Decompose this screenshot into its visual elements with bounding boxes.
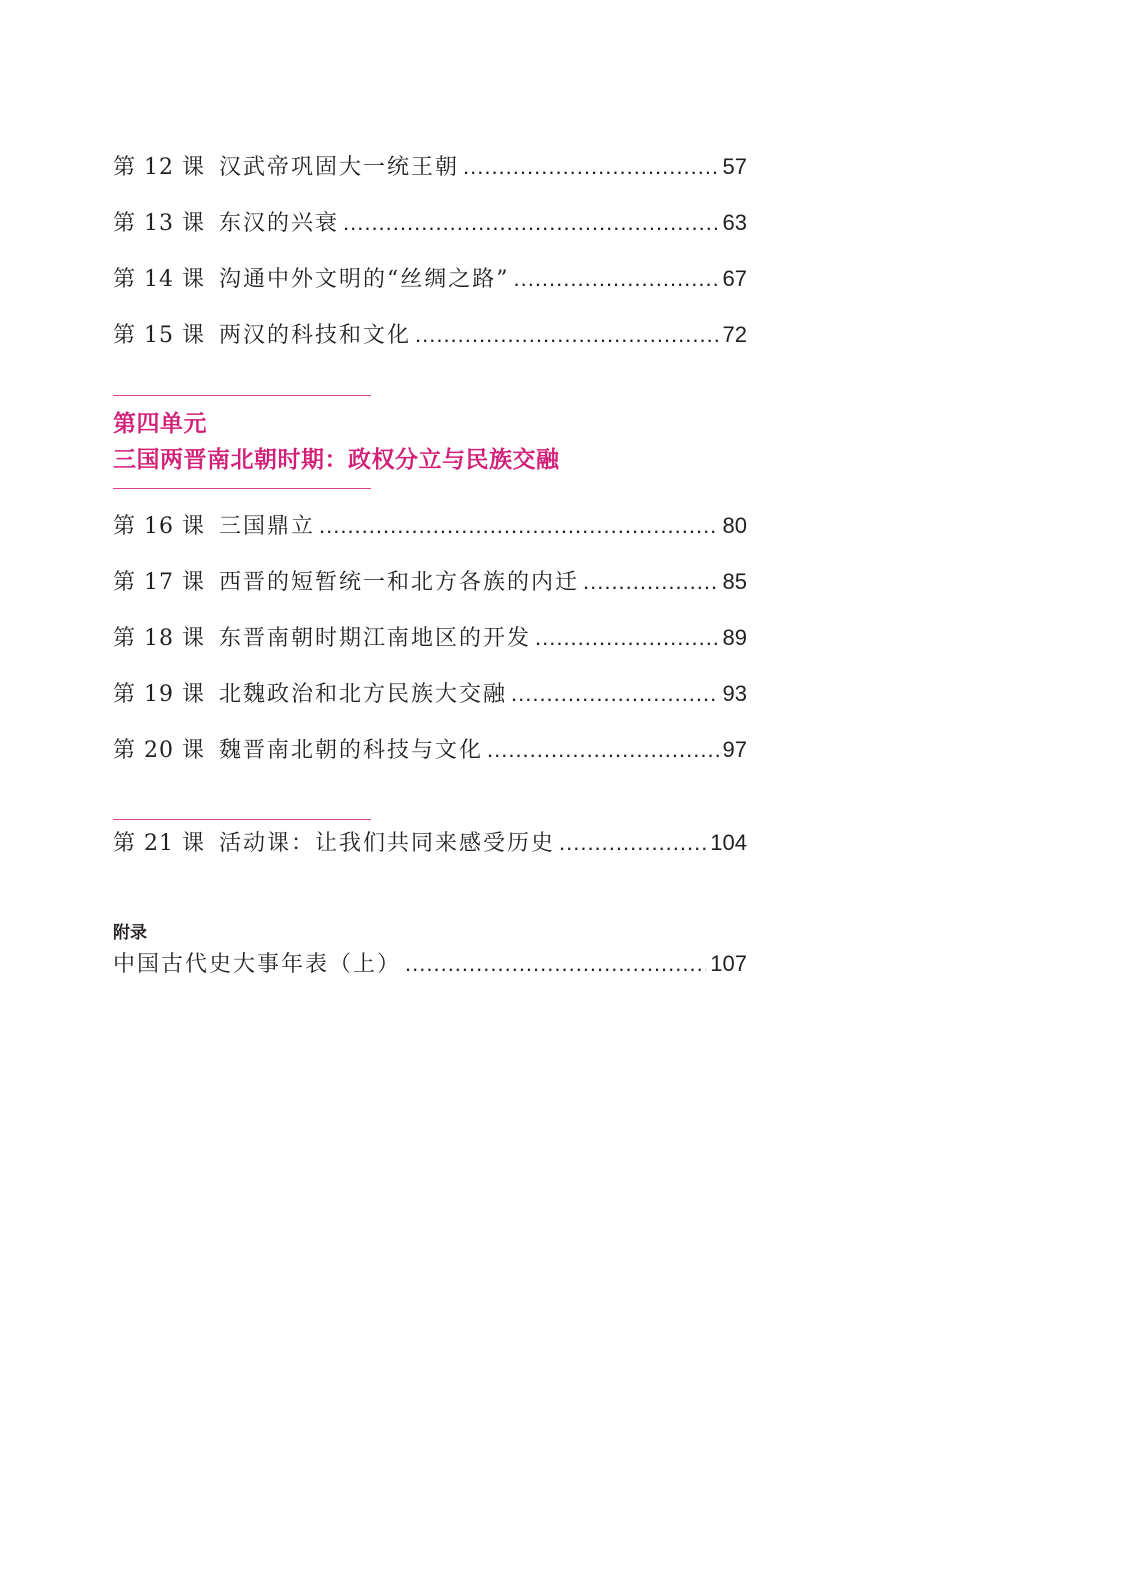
lesson-title: 汉武帝巩固大一统王朝 (218, 155, 459, 180)
toc-entry-lesson-21[interactable] (113, 826, 747, 882)
appendix-label: 附录 (113, 923, 147, 942)
toc-entry-appendix[interactable] (113, 947, 747, 987)
lesson-number: 第 18 课 (113, 626, 205, 651)
toc-entry-lesson-14[interactable] (113, 262, 747, 318)
lesson-title: 北魏政治和北方民族大交融 (218, 682, 507, 707)
toc-entry-lesson-19[interactable] (113, 677, 747, 733)
dot-leader (319, 513, 719, 539)
toc-group-activity (113, 826, 747, 882)
page-number: 80 (722, 513, 747, 538)
unit-rule-top (113, 395, 371, 396)
toc-entry-lesson-13[interactable] (113, 206, 747, 262)
dot-leader (559, 830, 706, 856)
dot-leader (511, 681, 719, 707)
toc-entry-lesson-12[interactable] (113, 150, 747, 206)
page-number: 93 (722, 681, 747, 706)
toc-entry-lesson-20[interactable] (113, 733, 747, 789)
lesson-title: 三国鼎立 (218, 514, 315, 539)
dot-leader (343, 210, 719, 236)
page-number: 57 (722, 154, 747, 179)
page-number: 72 (722, 322, 747, 347)
page-number: 67 (722, 266, 747, 291)
activity-rule (113, 819, 371, 820)
lesson-number: 第 16 课 (113, 514, 205, 539)
lesson-number: 第 13 课 (113, 211, 205, 236)
lesson-title: 东汉的兴衰 (218, 211, 339, 236)
table-of-contents (113, 150, 747, 987)
toc-entry-lesson-16[interactable] (113, 509, 747, 565)
toc-entry-lesson-17[interactable] (113, 565, 747, 621)
dot-leader (463, 154, 719, 180)
dot-leader (535, 625, 719, 651)
page-number: 104 (710, 830, 747, 855)
lesson-number: 第 12 课 (113, 155, 205, 180)
lesson-number: 第 20 课 (113, 738, 205, 763)
lesson-number: 第 15 课 (113, 323, 205, 348)
page-number: 97 (722, 737, 747, 762)
toc-group-1 (113, 150, 747, 374)
dot-leader (513, 266, 718, 292)
lesson-title: 沟通中外文明的“丝绸之路” (218, 267, 510, 292)
page-number: 89 (722, 625, 747, 650)
page-number: 107 (710, 951, 747, 976)
toc-entry-lesson-18[interactable] (113, 621, 747, 677)
dot-leader (405, 951, 706, 977)
unit-label: 第四单元 (113, 410, 207, 437)
dot-leader (487, 737, 719, 763)
lesson-number: 第 21 课 (113, 831, 205, 856)
toc-group-2 (113, 509, 747, 789)
unit-heading (113, 406, 747, 478)
page-number: 63 (722, 210, 747, 235)
unit-rule-bottom (113, 488, 371, 489)
lesson-number: 第 19 课 (113, 682, 205, 707)
lesson-number: 第 17 课 (113, 570, 205, 595)
dot-leader (583, 569, 719, 595)
lesson-title: 西晋的短暂统一和北方各族的内迁 (218, 570, 579, 595)
appendix-title: 中国古代史大事年表（上） (113, 952, 402, 977)
unit-title: 三国两晋南北朝时期：政权分立与民族交融 (113, 446, 560, 473)
lesson-title: 东晋南朝时期江南地区的开发 (218, 626, 531, 651)
dot-leader (415, 322, 719, 348)
lesson-title: 两汉的科技和文化 (218, 323, 411, 348)
lesson-number: 第 14 课 (113, 267, 205, 292)
page-number: 85 (722, 569, 747, 594)
lesson-title: 活动课：让我们共同来感受历史 (218, 831, 555, 856)
lesson-title: 魏晋南北朝的科技与文化 (218, 738, 483, 763)
toc-entry-lesson-15[interactable] (113, 318, 747, 374)
